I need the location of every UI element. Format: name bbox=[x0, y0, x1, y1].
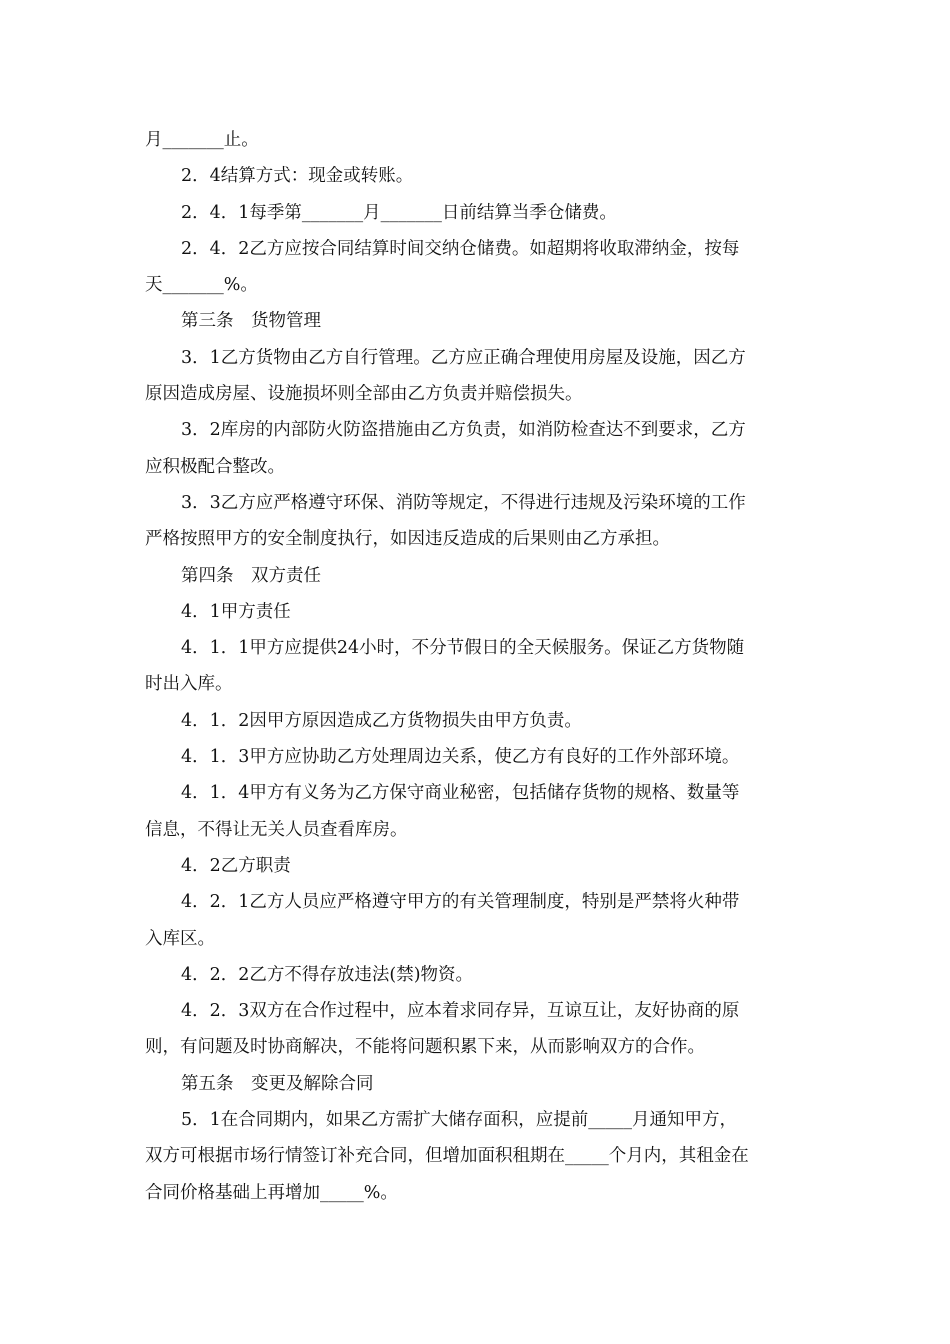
text-line-3: 2．4．1每季第_______月_______日前结算当季仓储费。 bbox=[181, 202, 617, 223]
text-line-23: 入库区。 bbox=[145, 928, 215, 949]
text-line-19: 4．1．4甲方有义务为乙方保守商业秘密，包括储存货物的规格、数量等 bbox=[181, 783, 740, 804]
article-heading-5: 第五条 变更及解除合同 bbox=[181, 1073, 374, 1094]
article-heading-4: 第四条 双方责任 bbox=[181, 565, 321, 586]
text-line-25: 4．2．3双方在合作过程中，应本着求同存异，互谅互让，友好协商的原 bbox=[181, 1001, 740, 1022]
article-heading-3: 第三条 货物管理 bbox=[181, 311, 321, 332]
text-line-10: 应积极配合整改。 bbox=[145, 456, 285, 477]
text-line-30: 合同价格基础上再增加_____%。 bbox=[145, 1182, 398, 1203]
section-heading-4-1: 4．1甲方责任 bbox=[181, 601, 291, 622]
text-line-12: 严格按照甲方的安全制度执行，如因违反造成的后果则由乙方承担。 bbox=[145, 529, 670, 550]
text-line-22: 4．2．1乙方人员应严格遵守甲方的有关管理制度，特别是严禁将火种带 bbox=[181, 892, 740, 913]
text-line-5: 天_______%。 bbox=[145, 275, 258, 296]
text-line-11: 3．3乙方应严格遵守环保、消防等规定，不得进行违规及污染环境的工作 bbox=[181, 492, 746, 513]
text-line-26: 则，有问题及时协商解决，不能将问题积累下来，从而影响双方的合作。 bbox=[145, 1037, 705, 1058]
text-line-29: 双方可根据市场行情签订补充合同，但增加面积租期在_____个月内，其租金在 bbox=[145, 1146, 749, 1167]
text-line-2: 2．4结算方式：现金或转账。 bbox=[181, 166, 414, 187]
text-line-4: 2．4．2乙方应按合同结算时间交纳仓储费。如超期将收取滞纳金，按每 bbox=[181, 238, 740, 259]
text-line-18: 4．1．3甲方应协助乙方处理周边关系，使乙方有良好的工作外部环境。 bbox=[181, 747, 740, 768]
text-line-8: 原因造成房屋、设施损坏则全部由乙方负责并赔偿损失。 bbox=[145, 384, 583, 405]
document-body bbox=[145, 122, 807, 1211]
text-line-17: 4．1．2因甲方原因造成乙方货物损失由甲方负责。 bbox=[181, 710, 582, 731]
section-heading-4-2: 4．2乙方职责 bbox=[181, 855, 291, 876]
text-line-24: 4．2．2乙方不得存放违法(禁)物资。 bbox=[181, 964, 474, 985]
text-line-9: 3．2库房的内部防火防盗措施由乙方负责，如消防检查达不到要求，乙方 bbox=[181, 420, 746, 441]
text-line-1: 月_______止。 bbox=[145, 130, 259, 150]
text-line-15: 4．1．1甲方应提供24小时，不分节假日的全天候服务。保证乙方货物随 bbox=[181, 638, 745, 659]
text-line-28: 5．1在合同期内，如果乙方需扩大储存面积，应提前_____月通知甲方， bbox=[181, 1110, 738, 1131]
text-line-16: 时出入库。 bbox=[145, 674, 233, 695]
text-line-20: 信息，不得让无关人员查看库房。 bbox=[145, 819, 408, 840]
text-line-7: 3．1乙方货物由乙方自行管理。乙方应正确合理使用房屋及设施，因乙方 bbox=[181, 347, 746, 368]
